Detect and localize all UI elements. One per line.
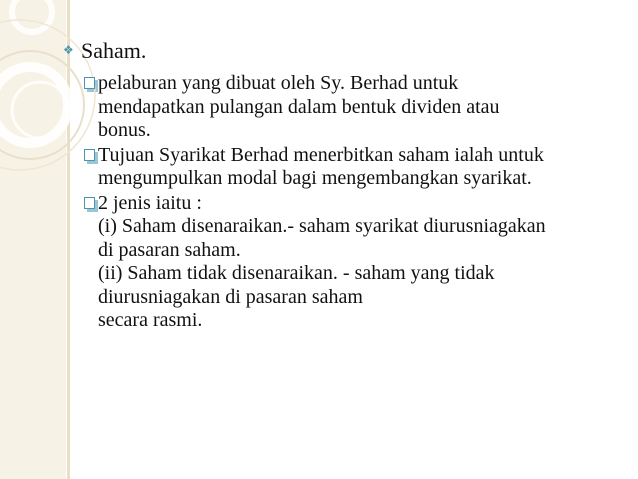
list-item [84, 72, 624, 143]
square-bullet-icon [84, 77, 95, 89]
item-line: bonus. [98, 119, 151, 141]
item-line: (i) Saham disenaraikan.- saham syarikat diurusniagakan [98, 215, 546, 237]
item-line: 2 jenis iaitu : [98, 191, 202, 214]
diamond-bullet-icon [63, 38, 79, 64]
item-line: (ii) Saham tidak disenaraikan. - saham yang tidak [98, 262, 495, 284]
item-line: di pasaran saham. [98, 238, 241, 261]
bullet-list [84, 72, 624, 333]
list-item [84, 192, 624, 333]
list-item [84, 144, 624, 191]
square-bullet-icon [84, 149, 95, 161]
item-line: secara rasmi. [98, 309, 203, 331]
item-line: Tujuan Syarikat Berhad menerbitkan saham ialah untuk [98, 143, 544, 166]
item-line: pelaburan yang dibuat oleh Sy. Berhad untuk [98, 72, 459, 94]
square-bullet-icon [84, 197, 95, 209]
item-line: mendapatkan pulangan dalam bentuk dividen atau [98, 95, 500, 118]
heading-bullet [63, 38, 623, 64]
item-line: mengumpulkan modal bagi mengembangkan syarikat. [98, 167, 532, 189]
heading-text: Saham. [81, 38, 147, 63]
item-line: diurusniagakan di pasaran saham [98, 285, 363, 308]
